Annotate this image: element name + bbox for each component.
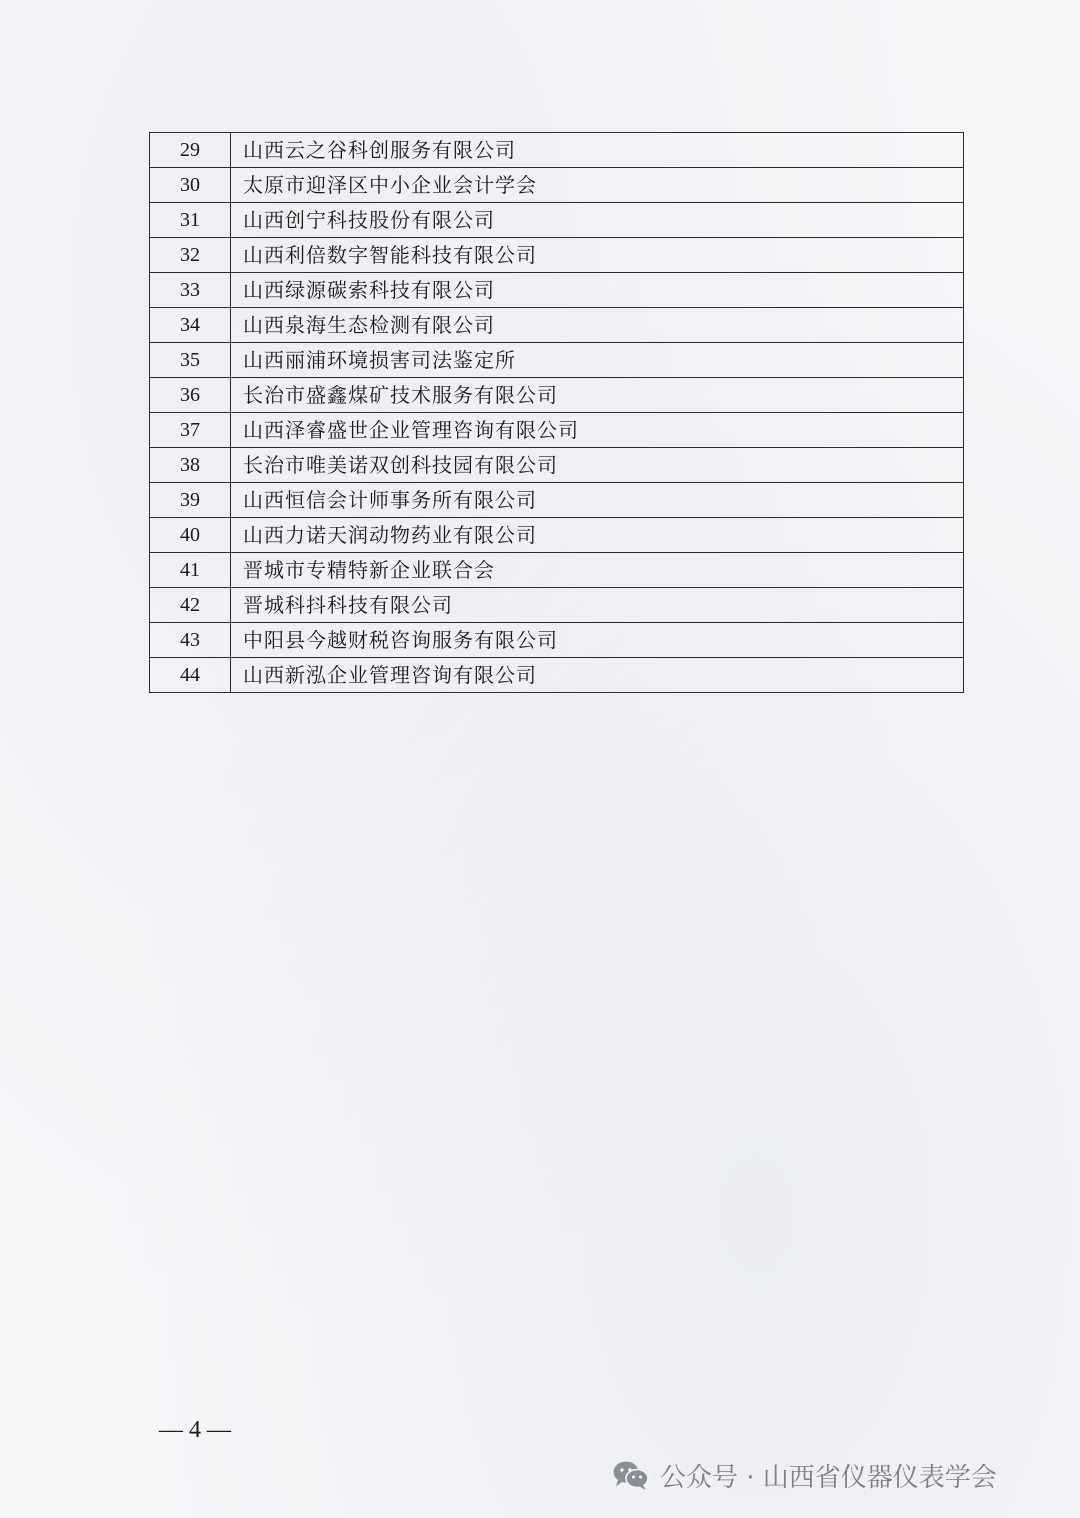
row-number: 33 xyxy=(150,273,231,308)
organization-name: 山西泉海生态检测有限公司 xyxy=(231,308,964,343)
row-number: 44 xyxy=(150,658,231,693)
watermark-text: 公众号 · 山西省仪器仪表学会 xyxy=(660,1462,997,1493)
table-row xyxy=(150,273,964,308)
table-row xyxy=(150,483,964,518)
row-number: 41 xyxy=(150,553,231,588)
row-number: 36 xyxy=(150,378,231,413)
organization-name: 山西新泓企业管理咨询有限公司 xyxy=(231,658,964,693)
organization-name: 山西泽睿盛世企业管理咨询有限公司 xyxy=(231,413,964,448)
organization-name: 中阳县今越财税咨询服务有限公司 xyxy=(231,623,964,658)
table-row xyxy=(150,518,964,553)
organization-name: 晋城科抖科技有限公司 xyxy=(231,588,964,623)
table-row xyxy=(150,448,964,483)
organization-name: 山西恒信会计师事务所有限公司 xyxy=(231,483,964,518)
table-row xyxy=(150,133,964,168)
row-number: 43 xyxy=(150,623,231,658)
table-row xyxy=(150,238,964,273)
organization-name: 山西创宁科技股份有限公司 xyxy=(231,203,964,238)
table-row xyxy=(150,623,964,658)
organization-table xyxy=(149,132,964,693)
organization-name: 山西力诺天润动物药业有限公司 xyxy=(231,518,964,553)
row-number: 30 xyxy=(150,168,231,203)
table-row xyxy=(150,588,964,623)
row-number: 34 xyxy=(150,308,231,343)
organization-name: 太原市迎泽区中小企业会计学会 xyxy=(231,168,964,203)
organization-name: 长治市唯美诺双创科技园有限公司 xyxy=(231,448,964,483)
wechat-watermark xyxy=(612,1455,997,1495)
table-row xyxy=(150,553,964,588)
page-number: — 4 — xyxy=(159,1417,231,1443)
organization-name: 山西绿源碳索科技有限公司 xyxy=(231,273,964,308)
organization-name: 山西云之谷科创服务有限公司 xyxy=(231,133,964,168)
organization-name: 长治市盛鑫煤矿技术服务有限公司 xyxy=(231,378,964,413)
row-number: 40 xyxy=(150,518,231,553)
row-number: 38 xyxy=(150,448,231,483)
table-row xyxy=(150,343,964,378)
table-row xyxy=(150,658,964,693)
table-row xyxy=(150,203,964,238)
wechat-icon xyxy=(612,1459,650,1491)
organization-table-body xyxy=(150,133,964,693)
row-number: 31 xyxy=(150,203,231,238)
row-number: 37 xyxy=(150,413,231,448)
row-number: 42 xyxy=(150,588,231,623)
table-row xyxy=(150,413,964,448)
organization-name: 山西利倍数字智能科技有限公司 xyxy=(231,238,964,273)
row-number: 39 xyxy=(150,483,231,518)
organization-name: 山西丽浦环境损害司法鉴定所 xyxy=(231,343,964,378)
organization-name: 晋城市专精特新企业联合会 xyxy=(231,553,964,588)
table-row xyxy=(150,378,964,413)
row-number: 32 xyxy=(150,238,231,273)
row-number: 29 xyxy=(150,133,231,168)
row-number: 35 xyxy=(150,343,231,378)
table-row xyxy=(150,308,964,343)
table-row xyxy=(150,168,964,203)
